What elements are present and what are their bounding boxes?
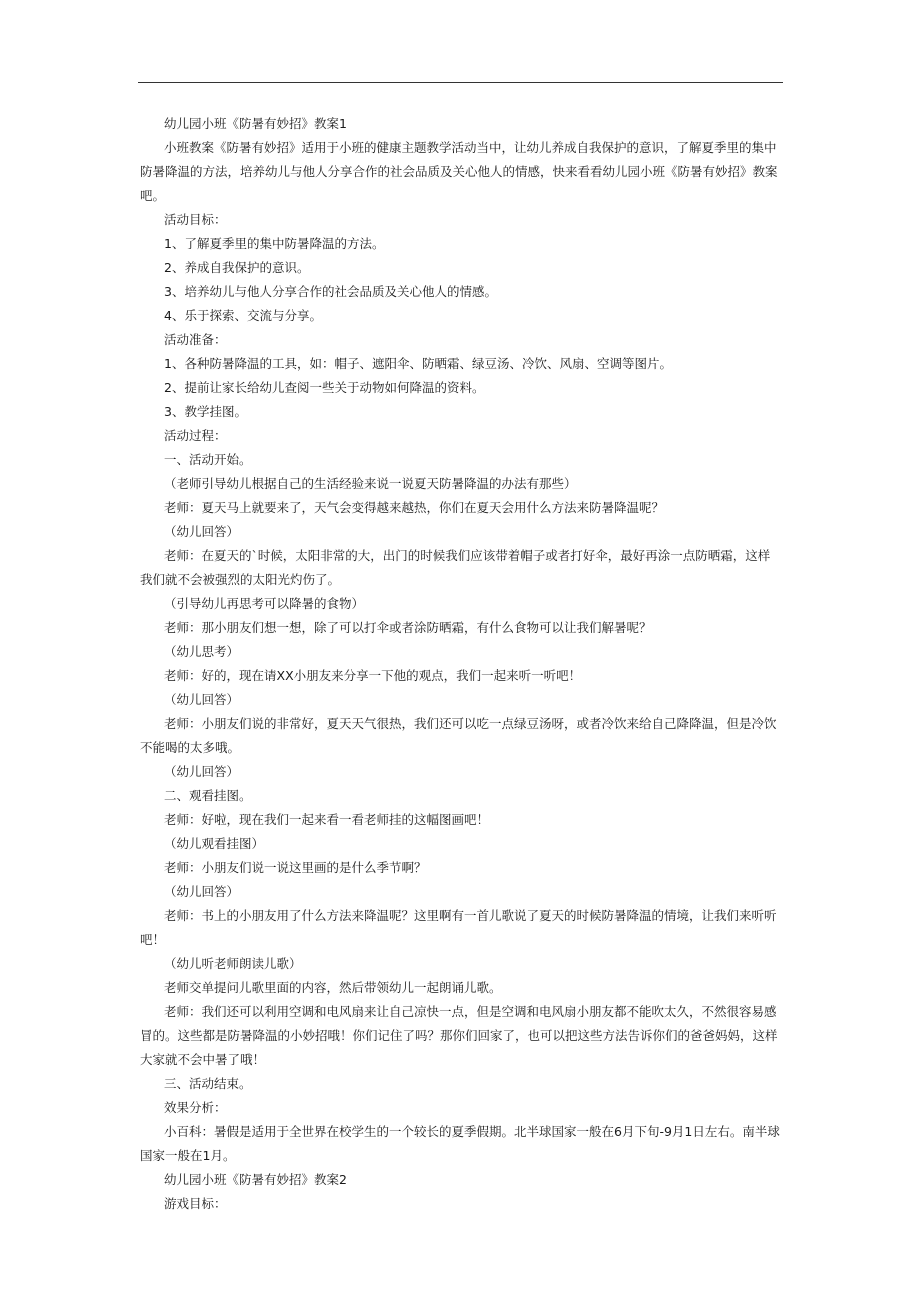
- dialogue-line: 老师：好的，现在请XX小朋友来分享一下他的观点，我们一起来听一听吧！: [164, 668, 582, 683]
- stage-direction: （引导幼儿再思考可以降暑的食物）: [164, 596, 365, 611]
- doc-title: 幼儿园小班《防暑有妙招》教案1: [164, 116, 347, 131]
- dialogue-line: 老师：那小朋友们想一想，除了可以打伞或者涂防晒霜，有什么食物可以让我们解暑呢？: [164, 620, 652, 635]
- list-item: 2、养成自我保护的意识。: [164, 260, 310, 275]
- dialogue-line: 老师：书上的小朋友用了什么方法来降温呢？这里啊有一首儿歌说了夏天的时候防暑降温的情境，让我们来听听吧！: [140, 908, 777, 947]
- dialogue-line: 老师：夏天马上就要来了，天气会变得越来越热，你们在夏天会用什么方法来防暑降温呢？: [164, 500, 665, 515]
- document-body: [140, 112, 782, 1216]
- list-item: 1、各种防暑降温的工具，如：帽子、遮阳伞、防晒霜、绿豆汤、冷饮、风扇、空调等图片。: [164, 356, 672, 371]
- list-item: 4、乐于探索、交流与分享。: [164, 308, 322, 323]
- note-paragraph: 小百科：暑假是适用于全世界在校学生的一个较长的夏季假期。北半球国家一般在6月下旬-9月1日左右。南半球国家一般在1月。: [140, 1124, 780, 1163]
- stage-direction: （幼儿思考）: [164, 644, 240, 659]
- dialogue-line: 老师：好啦，现在我们一起来看一看老师挂的这幅图画吧！: [164, 812, 490, 827]
- list-item: 3、培养幼儿与他人分享合作的社会品质及关心他人的情感。: [164, 284, 497, 299]
- stage-direction: （幼儿回答）: [164, 524, 240, 539]
- stage-direction: （幼儿回答）: [164, 884, 240, 899]
- section-heading: 活动过程：: [164, 428, 227, 443]
- stage-direction: （老师引导幼儿根据自己的生活经验来说一说夏天防暑降温的办法有那些）: [164, 476, 577, 491]
- section-heading: 效果分析：: [164, 1100, 227, 1115]
- subsection-heading: 二、观看挂图。: [164, 788, 252, 803]
- dialogue-line: 老师：在夏天的`时候，太阳非常的大，出门的时候我们应该带着帽子或者打好伞，最好再涂一点防晒霜，这样我们就不会被强烈的太阳光灼伤了。: [140, 548, 771, 587]
- list-item: 3、教学挂图。: [164, 404, 247, 419]
- stage-direction: （幼儿观看挂图）: [164, 836, 265, 851]
- dialogue-line: 老师交单提问儿歌里面的内容，然后带领幼儿一起朗诵儿歌。: [164, 980, 502, 995]
- stage-direction: （幼儿回答）: [164, 764, 240, 779]
- subsection-heading: 一、活动开始。: [164, 452, 252, 467]
- dialogue-line: 老师：小朋友们说一说这里画的是什么季节啊？: [164, 860, 427, 875]
- stage-direction: （幼儿听老师朗读儿歌）: [164, 956, 302, 971]
- list-item: 2、提前让家长给幼儿查阅一些关于动物如何降温的资料。: [164, 380, 485, 395]
- doc-title: 幼儿园小班《防暑有妙招》教案2: [164, 1172, 347, 1187]
- list-item: 1、了解夏季里的集中防暑降温的方法。: [164, 236, 385, 251]
- dialogue-line: 老师：小朋友们说的非常好，夏天天气很热，我们还可以吃一点绿豆汤呀，或者冷饮来给自己降降温，但是冷饮不能喝的太多哦。: [140, 716, 777, 755]
- intro-paragraph: 小班教案《防暑有妙招》适用于小班的健康主题教学活动当中，让幼儿养成自我保护的意识，了解夏季里的集中防暑降温的方法，培养幼儿与他人分享合作的社会品质及关心他人的情感，快来看看幼儿园小班《防暑有妙招》教案吧。: [140, 140, 778, 203]
- dialogue-line: 老师：我们还可以利用空调和电风扇来让自己凉快一点，但是空调和电风扇小朋友都不能吹太久，不然很容易感冒的。这些都是防暑降温的小妙招哦！你们记住了吗？那你们回家了，也可以把这些方法告诉你们的爸爸妈妈，这样大家就不会中暑了哦！: [140, 1004, 778, 1067]
- section-heading: 活动目标：: [164, 212, 227, 227]
- section-heading: 游戏目标：: [164, 1196, 227, 1211]
- stage-direction: （幼儿回答）: [164, 692, 240, 707]
- subsection-heading: 三、活动结束。: [164, 1076, 252, 1091]
- section-heading: 活动准备：: [164, 332, 227, 347]
- header-rule: [138, 82, 783, 83]
